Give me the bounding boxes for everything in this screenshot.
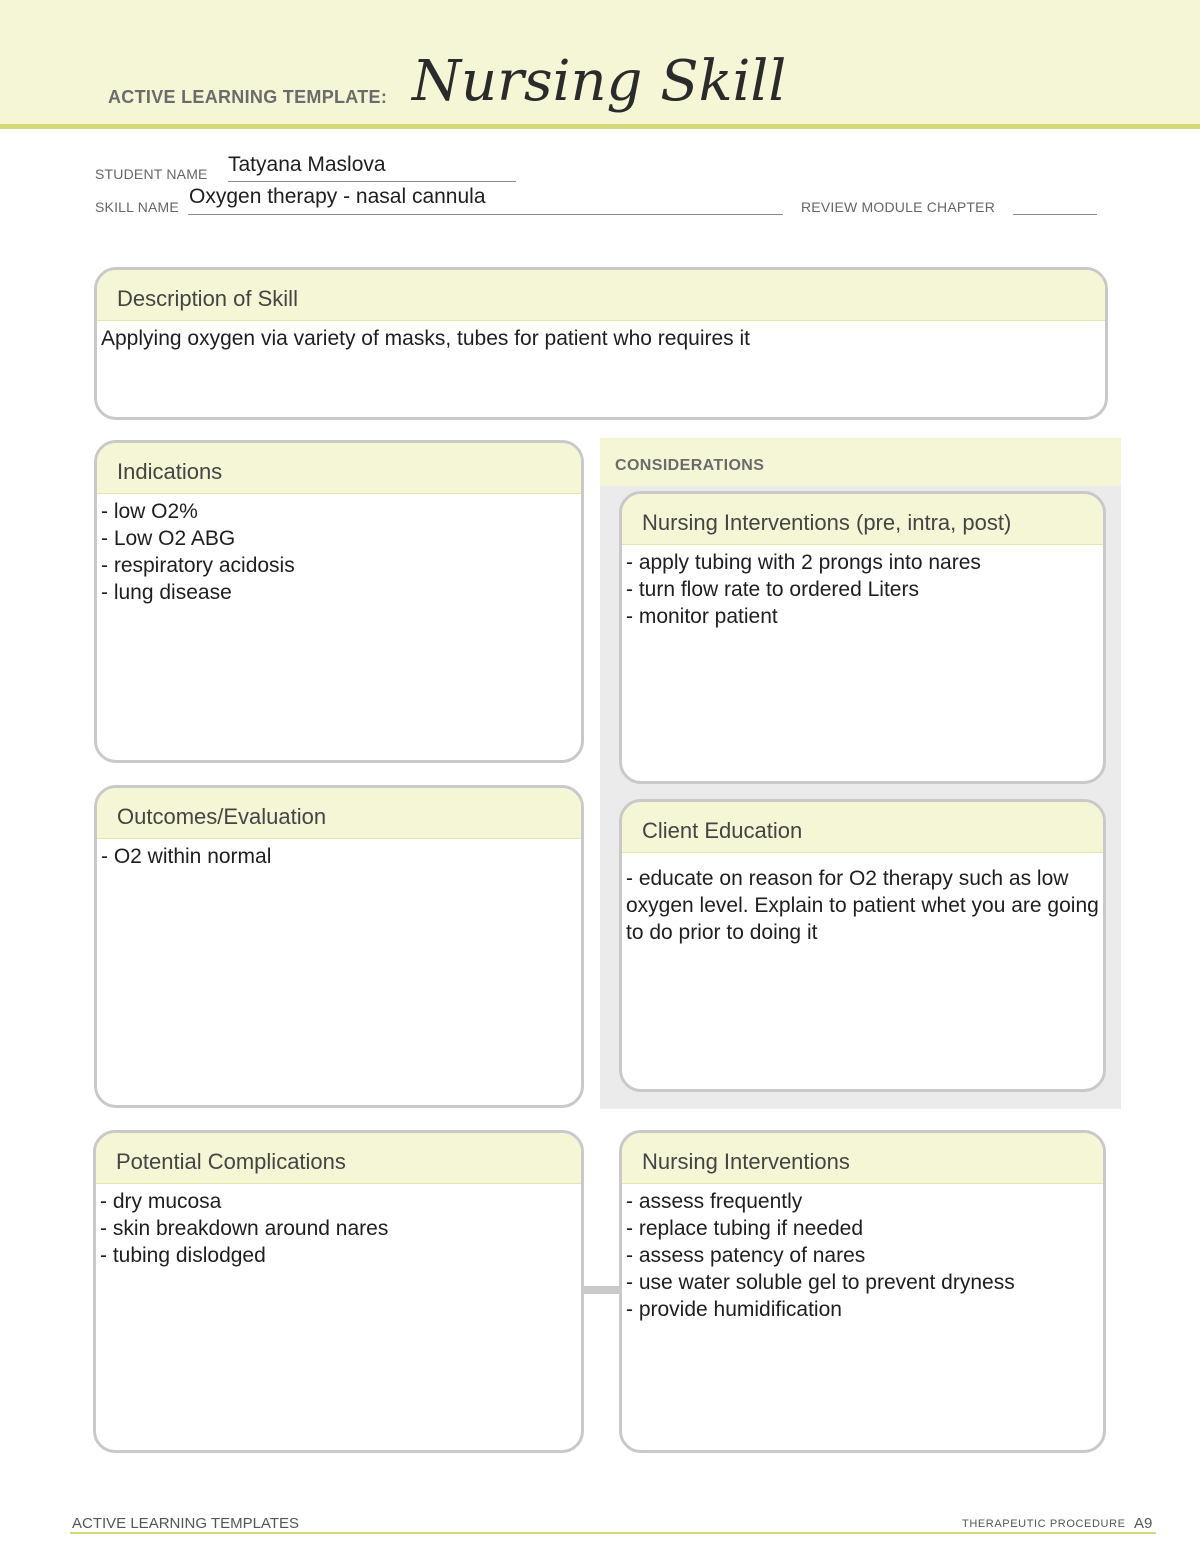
nursing-interventions-text[interactable]: - assess frequently - replace tubing if needed - assess patency of nares - use water soluble gel to prevent dryness - provide humidification [626, 1190, 1015, 1321]
nursing-interventions-box [619, 1130, 1106, 1453]
indications-title: Indications [97, 443, 581, 494]
nursing-interventions-pre-title: Nursing Interventions (pre, intra, post) [622, 494, 1103, 545]
student-name-field[interactable]: Tatyana Maslova [228, 153, 386, 176]
complications-box [93, 1130, 584, 1453]
indications-box [94, 440, 584, 763]
description-title: Description of Skill [97, 270, 1105, 321]
indications-text[interactable]: - low O2% - Low O2 ABG - respiratory acidosis - lung disease [101, 500, 295, 604]
page-number: A9 [1134, 1515, 1153, 1532]
nursing-interventions-pre-text[interactable]: - apply tubing with 2 prongs into nares - turn flow rate to ordered Liters - monitor patient [626, 551, 981, 628]
footer-left-label: ACTIVE LEARNING TEMPLATES [72, 1515, 299, 1532]
description-box [94, 267, 1108, 420]
review-module-label: REVIEW MODULE CHAPTER [801, 199, 995, 215]
footer-right-label: THERAPEUTIC PROCEDURE [962, 1518, 1126, 1530]
student-name-underline [228, 181, 516, 182]
skill-name-underline [188, 214, 783, 215]
template-label: ACTIVE LEARNING TEMPLATE: [108, 87, 388, 107]
outcomes-title: Outcomes/Evaluation [97, 788, 581, 839]
complications-title: Potential Complications [96, 1133, 581, 1184]
outcomes-box [94, 785, 584, 1108]
nursing-interventions-title: Nursing Interventions [622, 1133, 1103, 1184]
considerations-label: CONSIDERATIONS [615, 457, 765, 474]
page-title: Nursing Skill [412, 49, 787, 114]
description-text[interactable]: Applying oxygen via variety of masks, tubes for patient who requires it [101, 327, 750, 350]
complications-text[interactable]: - dry mucosa - skin breakdown around nares - tubing dislodged [100, 1190, 389, 1267]
nursing-interventions-pre-box [619, 491, 1106, 784]
review-module-field[interactable] [1013, 214, 1097, 215]
footer-divider [70, 1532, 1156, 1534]
outcomes-text[interactable]: - O2 within normal [101, 845, 272, 868]
student-name-label: STUDENT NAME [95, 166, 208, 182]
client-education-box [619, 799, 1106, 1092]
client-education-text[interactable]: - educate on reason for O2 therapy such as low oxygen level. Explain to patient whet you are going to do prior to doing it [626, 867, 1099, 944]
skill-name-label: SKILL NAME [95, 199, 179, 215]
skill-name-field[interactable]: Oxygen therapy - nasal cannula [189, 185, 486, 208]
client-education-title: Client Education [622, 802, 1103, 853]
box-connector [583, 1286, 621, 1294]
